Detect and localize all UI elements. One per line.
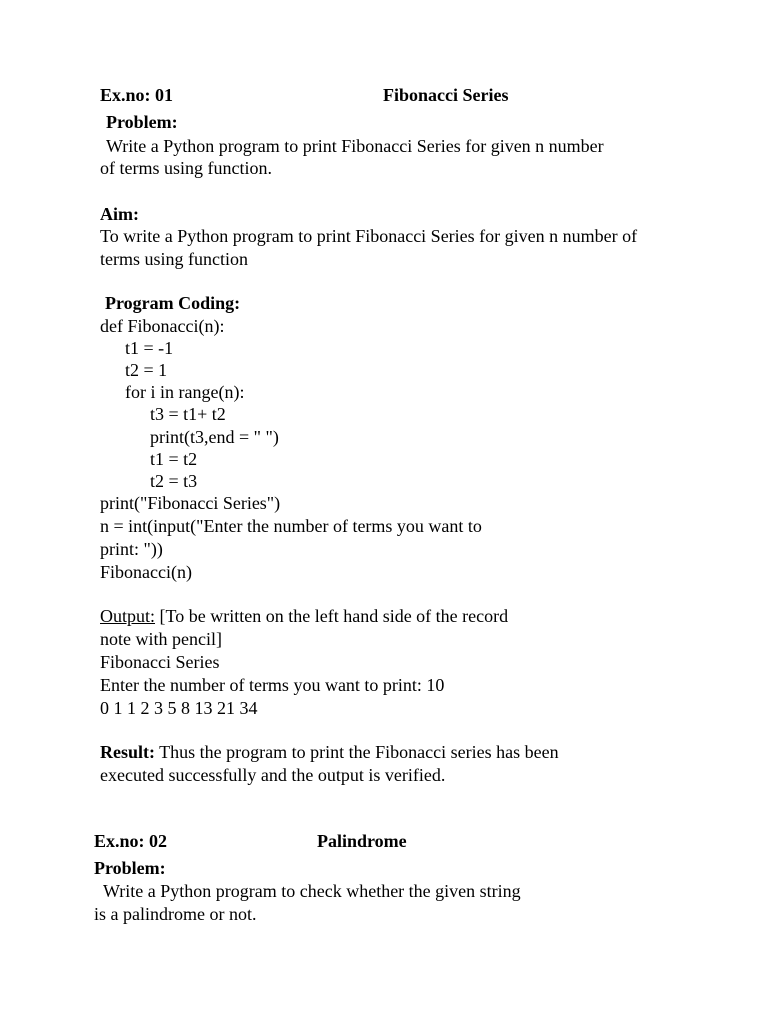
output-line: Enter the number of terms you want to print: 10	[100, 675, 445, 695]
code-line: t3 = t1+ t2	[150, 404, 226, 424]
code-line: print: "))	[100, 539, 163, 559]
ex1-number: Ex.no: 01	[100, 85, 174, 105]
ex1-result-text-1: Thus the program to print the Fibonacci series has been	[155, 742, 559, 762]
ex1-output-note-1: [To be written on the left hand side of the record	[155, 606, 509, 626]
output-line: 0 1 1 2 3 5 8 13 21 34	[100, 698, 258, 718]
ex2-problem-heading: Problem:	[94, 858, 166, 878]
ex1-coding-heading: Program Coding:	[105, 293, 241, 313]
code-line: print("Fibonacci Series")	[100, 493, 281, 513]
ex1-result-line-1	[100, 741, 559, 763]
ex1-aim-line-2: terms using function	[100, 249, 248, 269]
ex1-aim-line-1: To write a Python program to print Fibonacci Series for given n number of	[100, 226, 638, 246]
code-line: t1 = t2	[150, 449, 198, 469]
ex1-aim-heading: Aim:	[100, 204, 139, 224]
code-line: def Fibonacci(n):	[100, 316, 225, 336]
ex1-output-heading: Output:	[100, 606, 156, 626]
ex1-output-line-1	[100, 605, 508, 627]
ex2-problem-line-2: is a palindrome or not.	[94, 904, 257, 924]
code-line: t1 = -1	[125, 338, 174, 358]
output-line: Fibonacci Series	[100, 652, 220, 672]
code-line: print(t3,end = " ")	[150, 427, 279, 447]
code-line: t2 = 1	[125, 360, 168, 380]
ex1-problem-line-2: of terms using function.	[100, 158, 272, 178]
code-line: for i in range(n):	[125, 382, 245, 402]
ex2-problem-line-1: Write a Python program to check whether the given string	[103, 881, 521, 901]
ex1-result-line-2: executed successfully and the output is verified.	[100, 765, 446, 785]
code-line: Fibonacci(n)	[100, 562, 192, 582]
code-line: n = int(input("Enter the number of terms you want to	[100, 516, 482, 536]
ex2-title: Palindrome	[317, 831, 407, 851]
ex2-number: Ex.no: 02	[94, 831, 168, 851]
ex1-title: Fibonacci Series	[383, 85, 509, 105]
ex1-problem-heading: Problem:	[106, 112, 178, 132]
ex1-output-note-2: note with pencil]	[100, 629, 222, 649]
code-line: t2 = t3	[150, 471, 198, 491]
ex1-problem-line-1: Write a Python program to print Fibonacci Series for given n number	[106, 136, 604, 156]
ex1-result-heading: Result:	[100, 742, 155, 762]
